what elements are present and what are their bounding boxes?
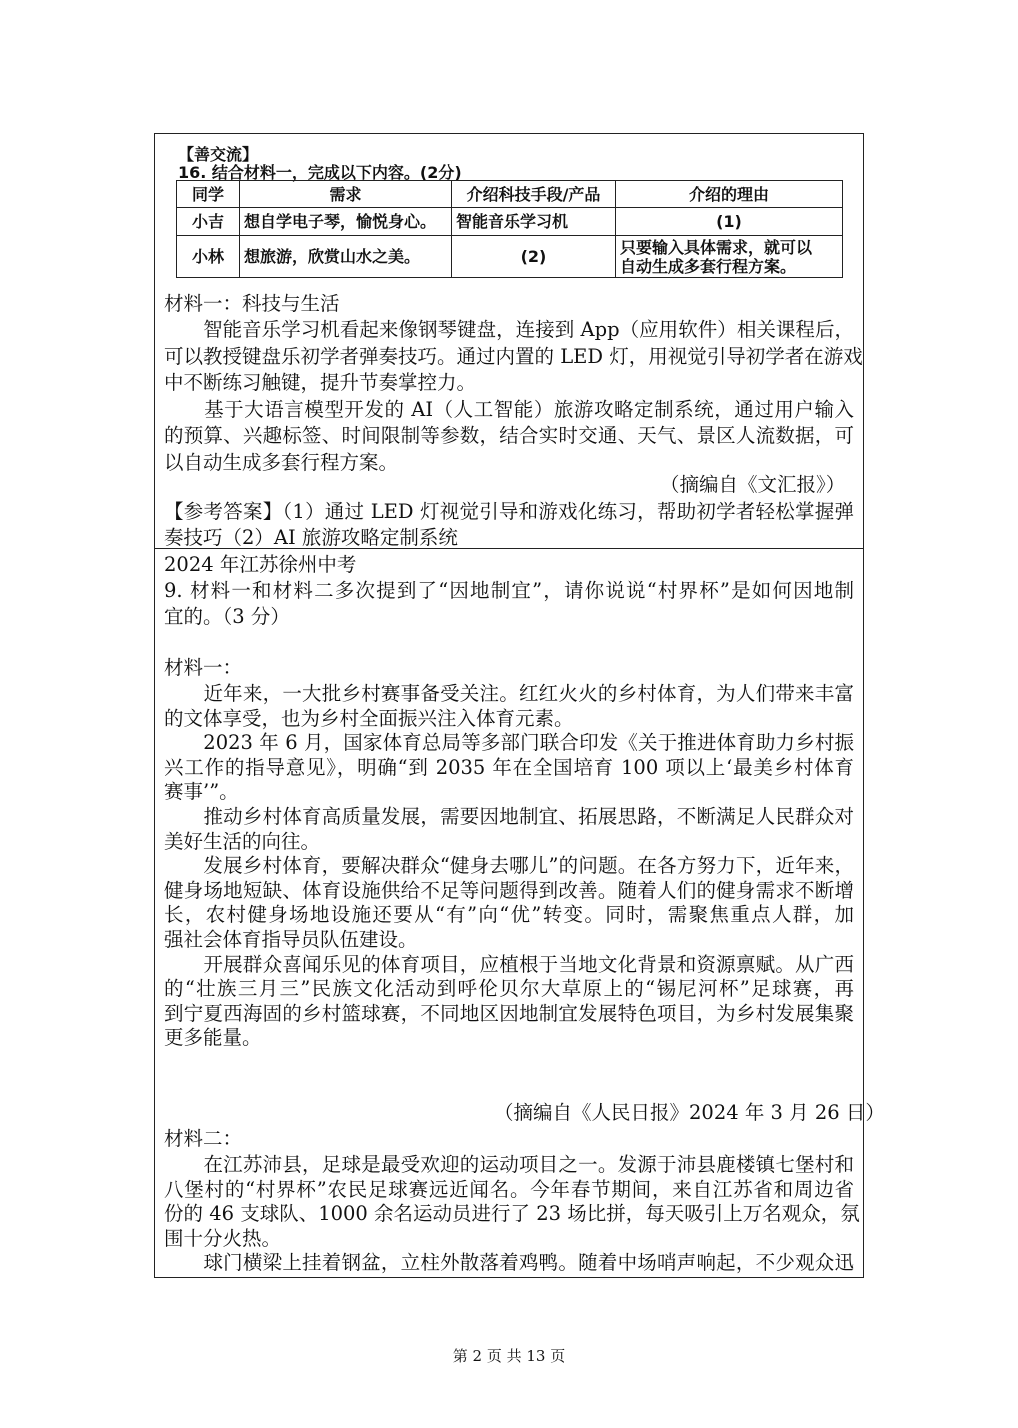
table-header: 需求 (240, 181, 452, 208)
table-row (177, 236, 843, 278)
table-cell: 智能音乐学习机 (452, 208, 616, 236)
paragraph-line: 赛事’”。 (164, 780, 239, 804)
table-header: 介绍的理由 (616, 181, 843, 208)
paragraph-line: 的文体享受，也为乡村全面振兴注入体育元素。 (164, 706, 574, 730)
paragraph-line: 智能音乐学习机看起来像钢琴键盘，连接到 App（应用软件）相关课程后， (164, 318, 854, 341)
paragraph-line: 八堡村的“村界杯”农民足球赛远近闻名。今年春节期间，来自江苏省和周边省 (164, 1177, 854, 1201)
answer-line: 奏技巧（2）AI 旅游攻略定制系统 (164, 526, 458, 549)
material-2-title: 材料二： (164, 1127, 243, 1150)
paragraph-line: 近年来，一大批乡村赛事备受关注。红红火火的乡村体育，为人们带来丰富 (164, 682, 854, 705)
table-cell (616, 236, 843, 278)
paragraph-line: 以自动生成多套行程方案。 (164, 450, 399, 474)
table-header-row (177, 181, 843, 208)
answer-line: 【参考答案】（1）通过 LED 灯视觉引导和游戏化练习，帮助初学者轻松掌握弹 (164, 500, 854, 523)
paragraph-line: 健身场地短缺、体育设施供给不足等问题得到改善。随着人们的健身需求不断增 (164, 878, 854, 902)
paragraph-line: 强社会体育指导员队伍建设。 (164, 928, 418, 951)
table-header: 同学 (177, 181, 240, 208)
paragraph-line: 发展乡村体育，要解决群众“健身去哪儿”的问题。在各方努力下，近年来， (164, 854, 854, 878)
paragraph-line: 份的 46 支球队、1000 余名运动员进行了 23 场比拼，每天吸引上万名观众，氛 (164, 1202, 860, 1226)
paragraph-line: 长，农村健身场地设施还要从“有”向“优”转变。同时，需聚焦重点人群，加 (164, 903, 854, 927)
page-footer: 第 2 页 共 13 页 (452, 1347, 566, 1365)
paragraph-line: 更多能量。 (164, 1026, 262, 1050)
table-cell: (1) (616, 208, 843, 236)
paragraph-line: 围十分火热。 (164, 1226, 282, 1250)
paragraph-line: 的“壮族三月三”民族文化活动到呼伦贝尔大草原上的“锡尼河杯”足球赛，再 (164, 977, 854, 1001)
table-cell: 小吉 (177, 208, 240, 236)
paragraph-line: 推动乡村体育高质量发展，需要因地制宜、拓展思路，不断满足人民群众对 (164, 805, 854, 828)
question-16: 16. 结合材料一，完成以下内容。(2分) (178, 163, 462, 182)
paragraph-line: 可以教授键盘乐初学者弹奏技巧。通过内置的 LED 灯，用视觉引导初学者在游戏 (164, 344, 863, 368)
cell-line: 只要输入具体需求，就可以 (620, 237, 813, 257)
table-cell: 想自学电子琴，愉悦身心。 (240, 208, 452, 236)
table-row (177, 208, 843, 236)
table-cell: 小林 (177, 236, 240, 278)
paragraph-line: 基于大语言模型开发的 AI（人工智能）旅游攻略定制系统，通过用户输入 (164, 397, 854, 421)
question-table (176, 180, 843, 278)
exam-title: 2024 年江苏徐州中考 (164, 553, 357, 576)
table-cell: 想旅游，欣赏山水之美。 (240, 236, 452, 278)
paragraph-line: 开展群众喜闻乐见的体育项目，应植根于当地文化背景和资源禀赋。从广西 (164, 952, 854, 976)
source-note: （摘编自《文汇报》） (660, 473, 846, 496)
question-9-cont: 宜的。（3 分） (164, 605, 290, 628)
source-note: （摘编自《人民日报》2024 年 3 月 26 日） (494, 1101, 885, 1124)
paragraph-line: 2023 年 6 月，国家体育总局等多部门联合印发《关于推进体育助力乡村振 (164, 731, 854, 755)
question-9: 9. 材料一和材料二多次提到了“因地制宜”，请你说说“村界杯”是如何因地制 (164, 579, 854, 602)
material-1-title: 材料一： (164, 656, 243, 679)
paragraph-line: 到宁夏西海固的乡村篮球赛，不同地区因地制宜发展特色项目，为乡村发展集聚 (164, 1001, 854, 1025)
paragraph-line: 的预算、兴趣标签、时间限制等参数，结合实时交通、天气、景区人流数据，可 (164, 424, 854, 447)
material-title: 材料一：科技与生活 (164, 292, 340, 315)
paragraph-line: 兴工作的指导意见》，明确“到 2035 年在全国培育 100 项以上‘最美乡村体育 (164, 755, 854, 779)
paragraph-line: 球门横梁上挂着钢盆，立柱外散落着鸡鸭。随着中场哨声响起，不少观众迅 (164, 1251, 854, 1275)
paragraph-line: 中不断练习触键，提升节奏掌控力。 (164, 371, 477, 394)
paragraph-line: 美好生活的向往。 (164, 829, 321, 853)
table-cell: (2) (452, 236, 616, 278)
paragraph-line: 在江苏沛县，足球是最受欢迎的运动项目之一。发源于沛县鹿楼镇七堡村和 (164, 1153, 854, 1176)
cell-line: 自动生成多套行程方案。 (620, 256, 797, 276)
section-tag: 【善交流】 (178, 145, 259, 164)
table-header: 介绍科技手段/产品 (452, 181, 616, 208)
